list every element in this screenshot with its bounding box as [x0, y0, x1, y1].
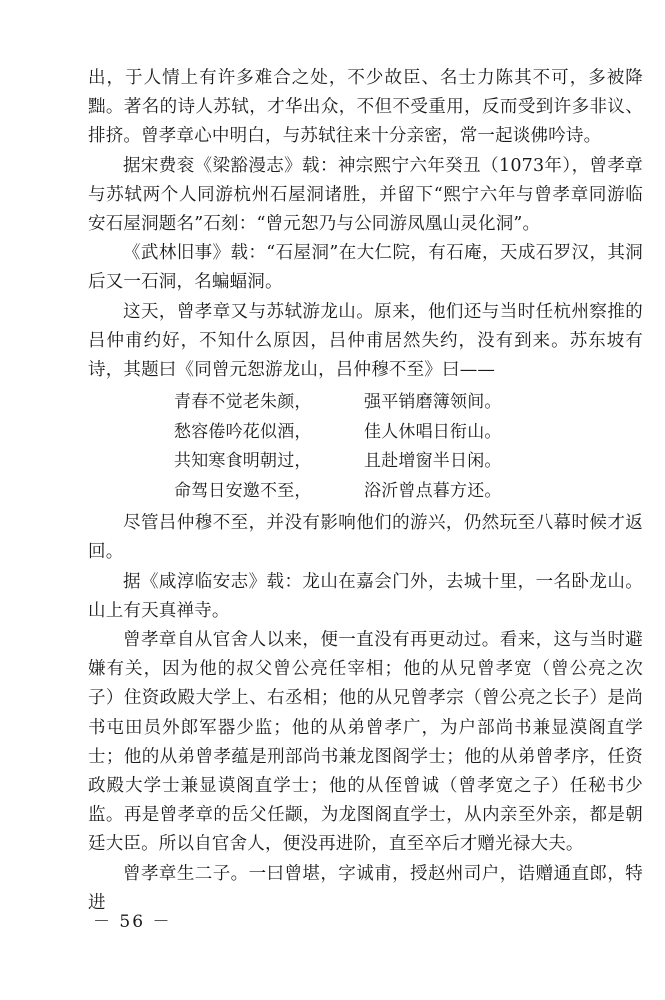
- paragraph-7: 曾孝章自从官舍人以来，便一直没有再更动过。看来，这与当时避嫌有关，因为他的叔父曾公亮任宰相；他的从兄曾孝宽（曾公亮之次子）住资政殿大学上、右丞相；他的从兄曾孝宗（曾公亮之长子）是尚书屯田员外郎军器少监；他的从弟曾孝广，为户部尚书兼显漠阁直学士；他的从弟曾孝蕴是刑部尚书兼龙图阁学士；他的从弟曾孝序，任资政殿大学士兼显谟阁直学士；他的从侄曾诚（曾孝宽之子）任秘书少监。再是曾孝章的岳父任颛，为龙图阁直学士，从内亲至外亲，都是朝廷大臣。所以自官舍人，便没再进阶，直至卒后才赠光禄大夫。: [88, 630, 643, 855]
- poem-line-second-half: 佳人休唱日衔山。: [364, 421, 502, 442]
- poem: [88, 388, 643, 506]
- paragraph-6: 据《咸淳临安志》载：龙山在嘉会门外，去城十里，一名卧龙山。山上有天真禅寺。: [88, 571, 643, 621]
- poem-line-first-half: 愁容倦吟花似酒，: [174, 421, 312, 442]
- poem-line-first-half: 共知寒食明朝过，: [174, 451, 312, 472]
- paragraph-4: 这天，曾孝章又与苏轼游龙山。原来，他们还与当时任杭州察推的吕仲甫约好，不知什么原因，吕仲甫居然失约，没有到来。苏东坡有诗，其题曰《同曾元恕游龙山，吕仲穆不至》曰——: [88, 301, 643, 381]
- poem-line: [174, 477, 643, 507]
- paragraph-8: 曾孝章生二子。一曰曾堪，字诚甫，授赵州司户，诰赠通直郎，特进: [88, 863, 643, 913]
- poem-line-first-half: 青春不觉老朱颜，: [174, 392, 312, 413]
- page-number: － 56 －: [93, 912, 172, 932]
- poem-line: [174, 447, 643, 477]
- poem-line: [174, 418, 643, 448]
- paragraph-1: 出，于人情上有许多难合之处，不少故臣、名士力陈其不可，多被降黜。著名的诗人苏轼，才华出众，不但不受重用，反而受到许多非议、排挤。曾孝章心中明白，与苏轼往来十分亲密，常一起谈佛吟诗。: [88, 68, 643, 147]
- poem-line-second-half: 且赴增窗半日闲。: [364, 451, 502, 472]
- poem-line-second-half: 浴沂曾点暮方还。: [364, 480, 502, 501]
- paragraph-5: 尽管吕仲穆不至，并没有影响他们的游兴，仍然玩至八幕时候才返回。: [88, 513, 643, 563]
- poem-line-second-half: 强平销磨簿领间。: [364, 392, 502, 413]
- paragraph-2: 据宋费衮《梁豁漫志》载：神宗熙宁六年癸丑（1073年），曾孝章与苏轼两个人同游杭州石屋洞诸胜，并留下“熙宁六年与曾孝章同游临安石屋洞题名”石刻：“曾元恕乃与公同游凤凰山灵化洞”。: [88, 155, 643, 235]
- poem-line-first-half: 命驾日安邀不至，: [174, 480, 312, 501]
- body-text: [88, 64, 643, 918]
- paragraph-3: 《武林旧事》载：“石屋洞”在大仁院，有石庵，天成石罗汉，其洞后又一石洞，名蝙蝠洞。: [88, 243, 643, 293]
- poem-line: [174, 388, 643, 418]
